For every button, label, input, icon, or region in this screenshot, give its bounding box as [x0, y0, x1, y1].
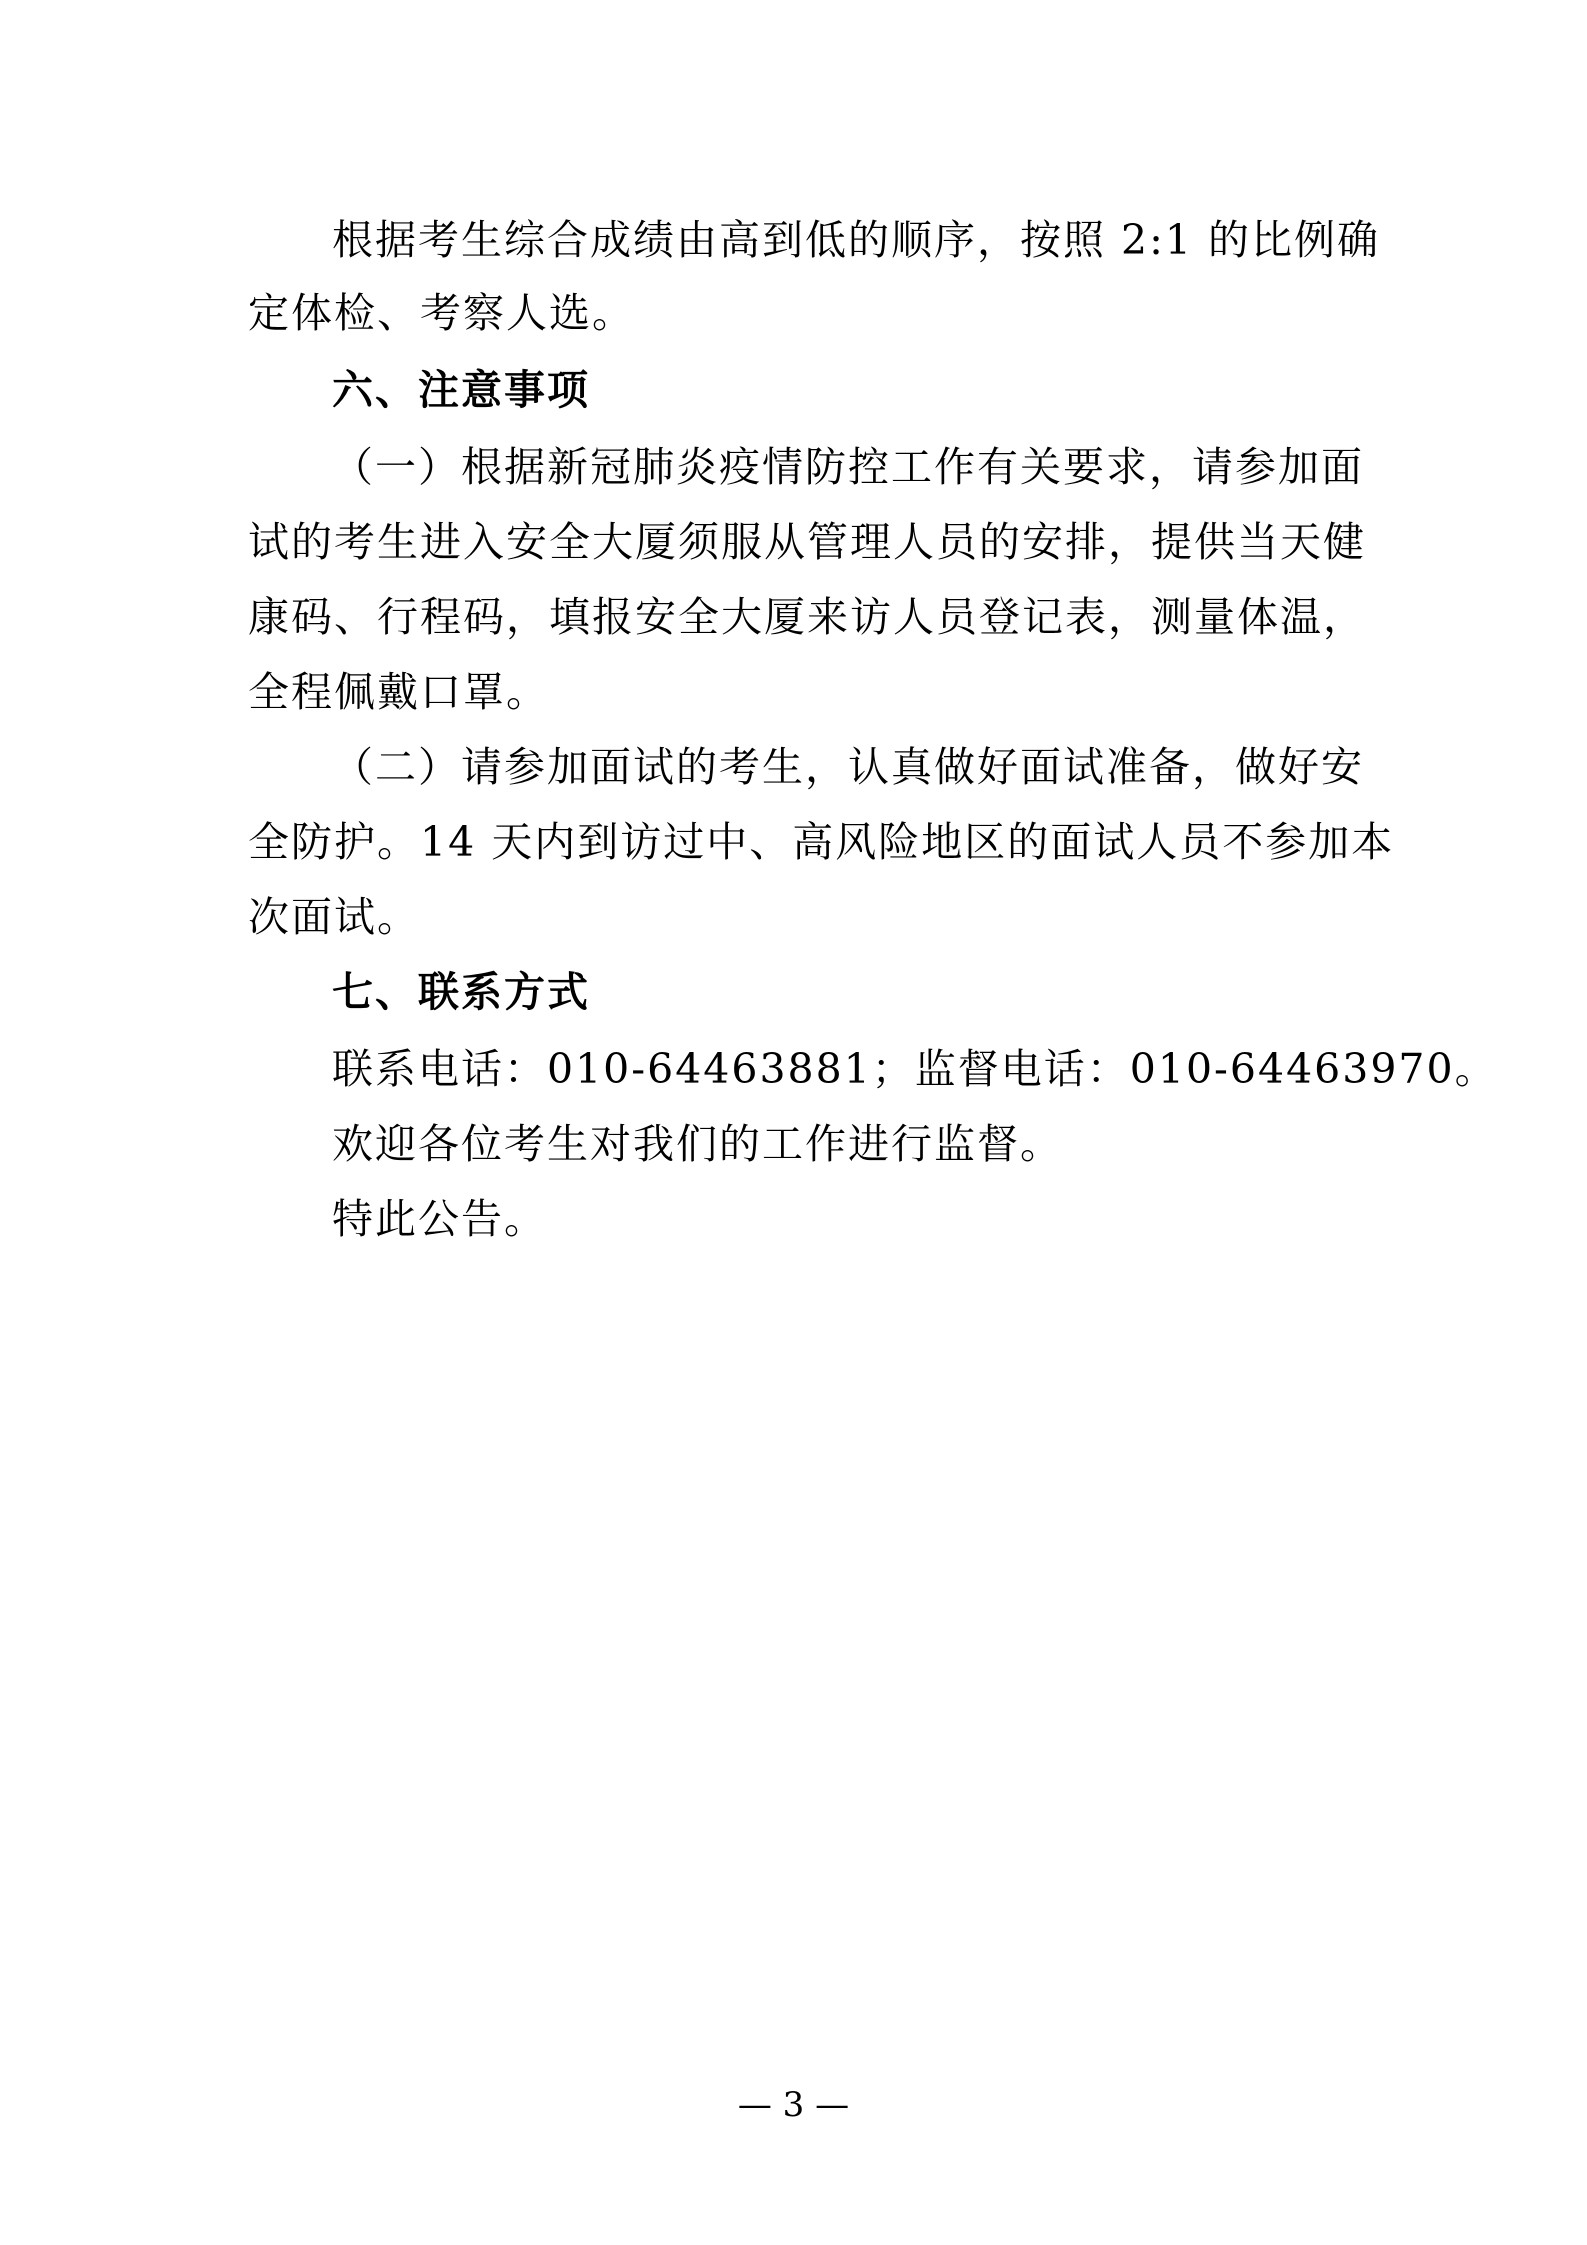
selection-paragraph-line-1: 根据考生综合成绩由高到低的顺序，按照 2:1 的比例确: [332, 216, 1381, 264]
closing-line: 特此公告。: [332, 1195, 547, 1243]
contact-phone-line: 联系电话：010-64463881；监督电话：010-64463970。: [332, 1045, 1498, 1093]
section-heading-notes: 六、注意事项: [332, 366, 590, 414]
page-number: — 3 —: [737, 2085, 850, 2125]
notes-item-1-line-4: 全程佩戴口罩。: [248, 668, 549, 716]
selection-paragraph-line-2: 定体检、考察人选。: [248, 289, 635, 337]
notes-item-1-line-3: 康码、行程码，填报安全大厦来访人员登记表，测量体温，: [248, 593, 1366, 641]
notes-item-2-line-2: 全防护。14 天内到访过中、高风险地区的面试人员不参加本: [248, 818, 1395, 866]
welcome-line: 欢迎各位考生对我们的工作进行监督。: [332, 1120, 1063, 1168]
notes-item-2-line-1: （二）请参加面试的考生，认真做好面试准备，做好安: [332, 743, 1364, 791]
notes-item-1-line-2: 试的考生进入安全大厦须服从管理人员的安排，提供当天健: [248, 518, 1366, 566]
notes-item-2-line-3: 次面试。: [248, 893, 420, 941]
section-heading-contact: 七、联系方式: [332, 968, 590, 1016]
notes-item-1-line-1: （一）根据新冠肺炎疫情防控工作有关要求，请参加面: [332, 443, 1364, 491]
